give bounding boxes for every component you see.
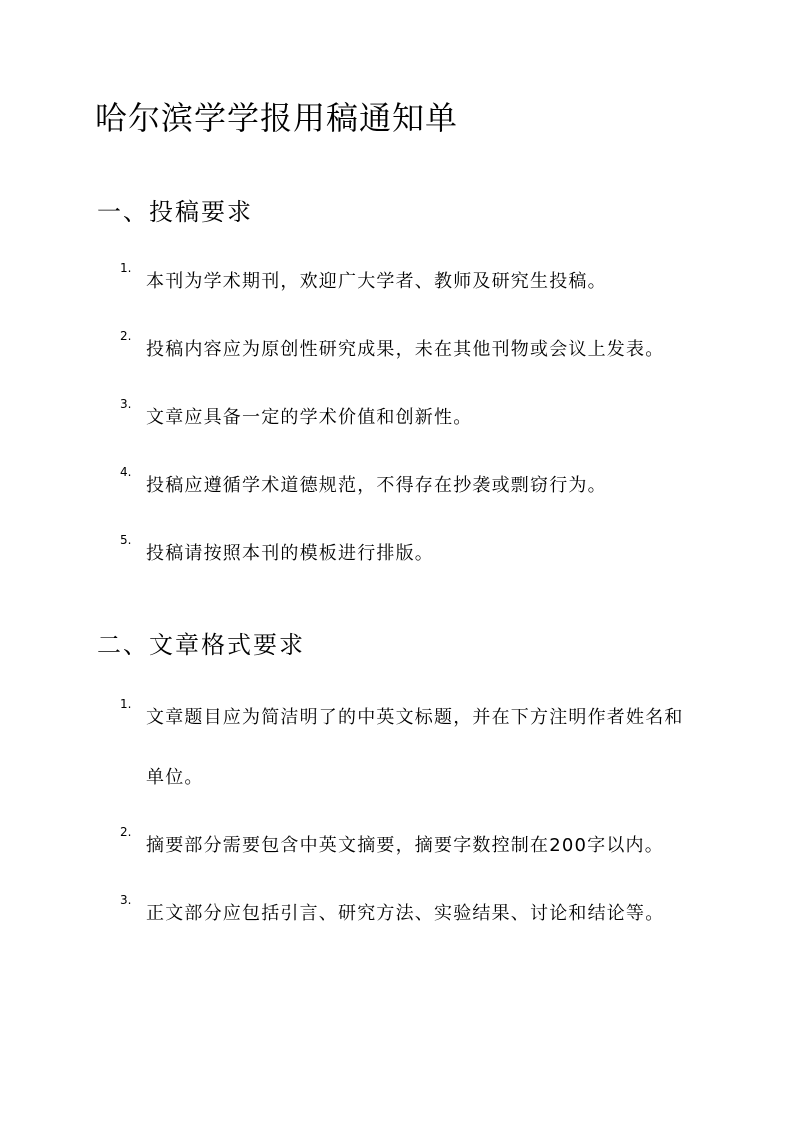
list-item-text: 投稿请按照本刊的模板进行排版。 bbox=[146, 543, 434, 564]
list-item-text: 投稿内容应为原创性研究成果，未在其他刊物或会议上发表。 bbox=[146, 339, 665, 360]
section-heading-submission-requirements: 一、投稿要求 bbox=[97, 198, 253, 226]
list-item-text: 文章应具备一定的学术价值和创新性。 bbox=[146, 407, 473, 428]
list-item bbox=[0, 252, 702, 312]
list-item-text: 文章题目应为简洁明了的中英文标题，并在下方注明作者姓名和单位。 bbox=[146, 707, 684, 788]
list-item bbox=[0, 456, 702, 516]
list-item bbox=[0, 320, 702, 380]
list-item bbox=[0, 524, 702, 584]
list-item-number: 5. bbox=[120, 533, 132, 547]
page-title: 哈尔滨学学报用稿通知单 bbox=[95, 99, 459, 137]
list-item-number: 4. bbox=[120, 465, 132, 479]
list-item-text: 正文部分应包括引言、研究方法、实验结果、讨论和结论等。 bbox=[146, 903, 665, 924]
list-item-text: 本刊为学术期刊，欢迎广大学者、教师及研究生投稿。 bbox=[146, 271, 607, 292]
list-item bbox=[0, 884, 702, 944]
submission-requirements-list bbox=[0, 261, 702, 592]
list-item-number: 1. bbox=[120, 261, 132, 275]
list-item-text: 摘要部分需要包含中英文摘要，摘要字数控制在200字以内。 bbox=[146, 835, 664, 856]
list-item-number: 3. bbox=[120, 893, 132, 907]
list-item bbox=[0, 388, 702, 448]
section-heading-format-requirements: 二、文章格式要求 bbox=[97, 631, 305, 659]
list-item-number: 3. bbox=[120, 397, 132, 411]
list-item-number: 2. bbox=[120, 329, 132, 343]
list-item bbox=[0, 816, 702, 876]
list-item-number: 1. bbox=[120, 697, 132, 711]
list-item-number: 2. bbox=[120, 825, 132, 839]
list-item bbox=[0, 688, 702, 808]
format-requirements-list bbox=[0, 697, 702, 952]
list-item-text: 投稿应遵循学术道德规范，不得存在抄袭或剽窃行为。 bbox=[146, 475, 607, 496]
